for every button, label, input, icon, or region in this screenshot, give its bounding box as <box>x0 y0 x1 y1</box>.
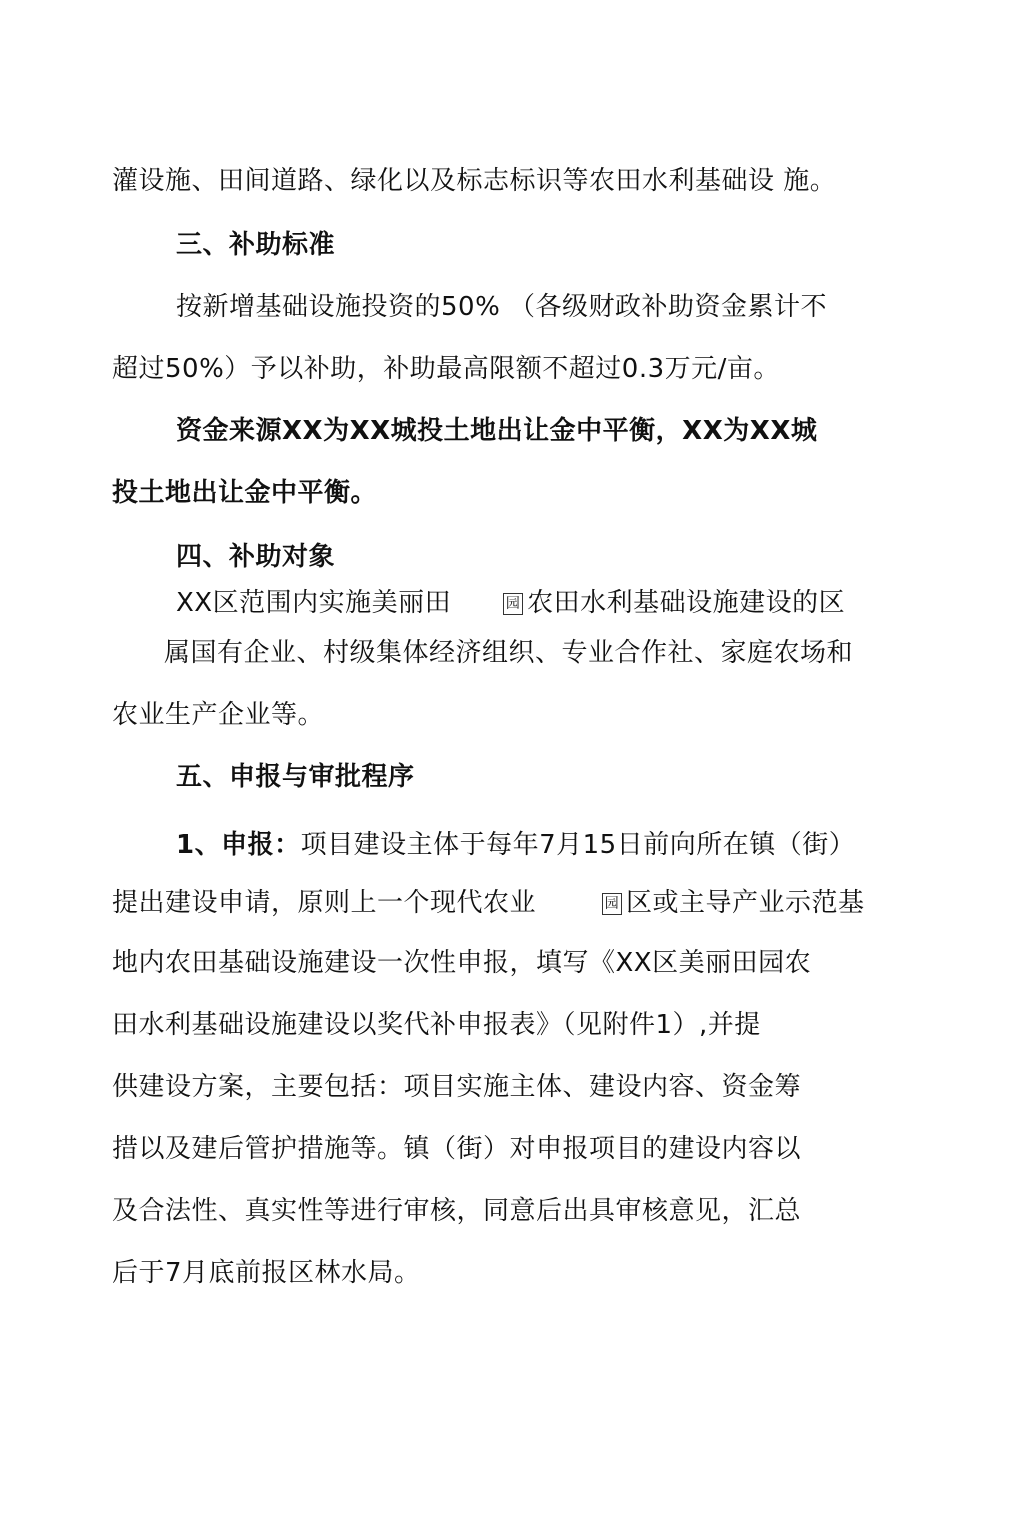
text-line-10: 农业生产企业等。 <box>112 700 325 730</box>
text-line-12 <box>176 828 855 862</box>
section-heading-4: 四、补助对象 <box>176 542 336 572</box>
text-line-4: 超过50%）予以补助，补助最高限额不超过0.3万元/亩。 <box>112 354 780 384</box>
text-line-14: 地内农田基础设施建设一次性申报，填写《XX区美丽田园农 <box>112 948 812 978</box>
garbled-glyph-box: 园 <box>602 893 622 915</box>
text-segment: 项目建设主体于每年7月15日前向所在镇（街） <box>300 830 856 860</box>
funding-source-line-1: 资金来源XX为XX城投土地出让金中平衡，XX为XX城 <box>176 416 818 446</box>
garbled-glyph-box: 园 <box>503 593 523 615</box>
text-line-13 <box>112 886 865 920</box>
section-heading-3: 三、补助标准 <box>176 230 336 260</box>
text-segment: XX区范围内实施美丽田 <box>176 588 452 618</box>
apply-label: 1、申报： <box>176 830 301 860</box>
text-line-3: 按新增基础设施投资的50% （各级财政补助资金累计不 <box>176 292 828 322</box>
text-segment: 农田水利基础设施建设的区 <box>527 588 846 618</box>
text-line-1: 灌设施、田间道路、绿化以及标志标识等农田水利基础设 施。 <box>112 166 837 196</box>
text-line-8 <box>176 586 845 620</box>
text-line-9: 属国有企业、村级集体经济组织、专业合作社、家庭农场和 <box>164 638 854 668</box>
text-line-19: 后于7月底前报区林水局。 <box>112 1258 421 1288</box>
text-segment: 区或主导产业示范基 <box>626 888 865 918</box>
text-segment: 提出建设申请，原则上一个现代农业 <box>112 888 537 918</box>
funding-source-line-2: 投土地出让金中平衡。 <box>112 478 378 508</box>
text-line-16: 供建设方案，主要包括：项目实施主体、建设内容、资金筹 <box>112 1072 802 1102</box>
section-heading-5: 五、申报与审批程序 <box>176 762 415 792</box>
text-line-17: 措以及建后管护措施等。镇（街）对申报项目的建设内容以 <box>112 1134 802 1164</box>
text-line-18: 及合法性、真实性等进行审核，同意后出具审核意见，汇总 <box>112 1196 802 1226</box>
text-line-15: 田水利基础设施建设以奖代补申报表》（见附件1）,并提 <box>112 1010 761 1040</box>
